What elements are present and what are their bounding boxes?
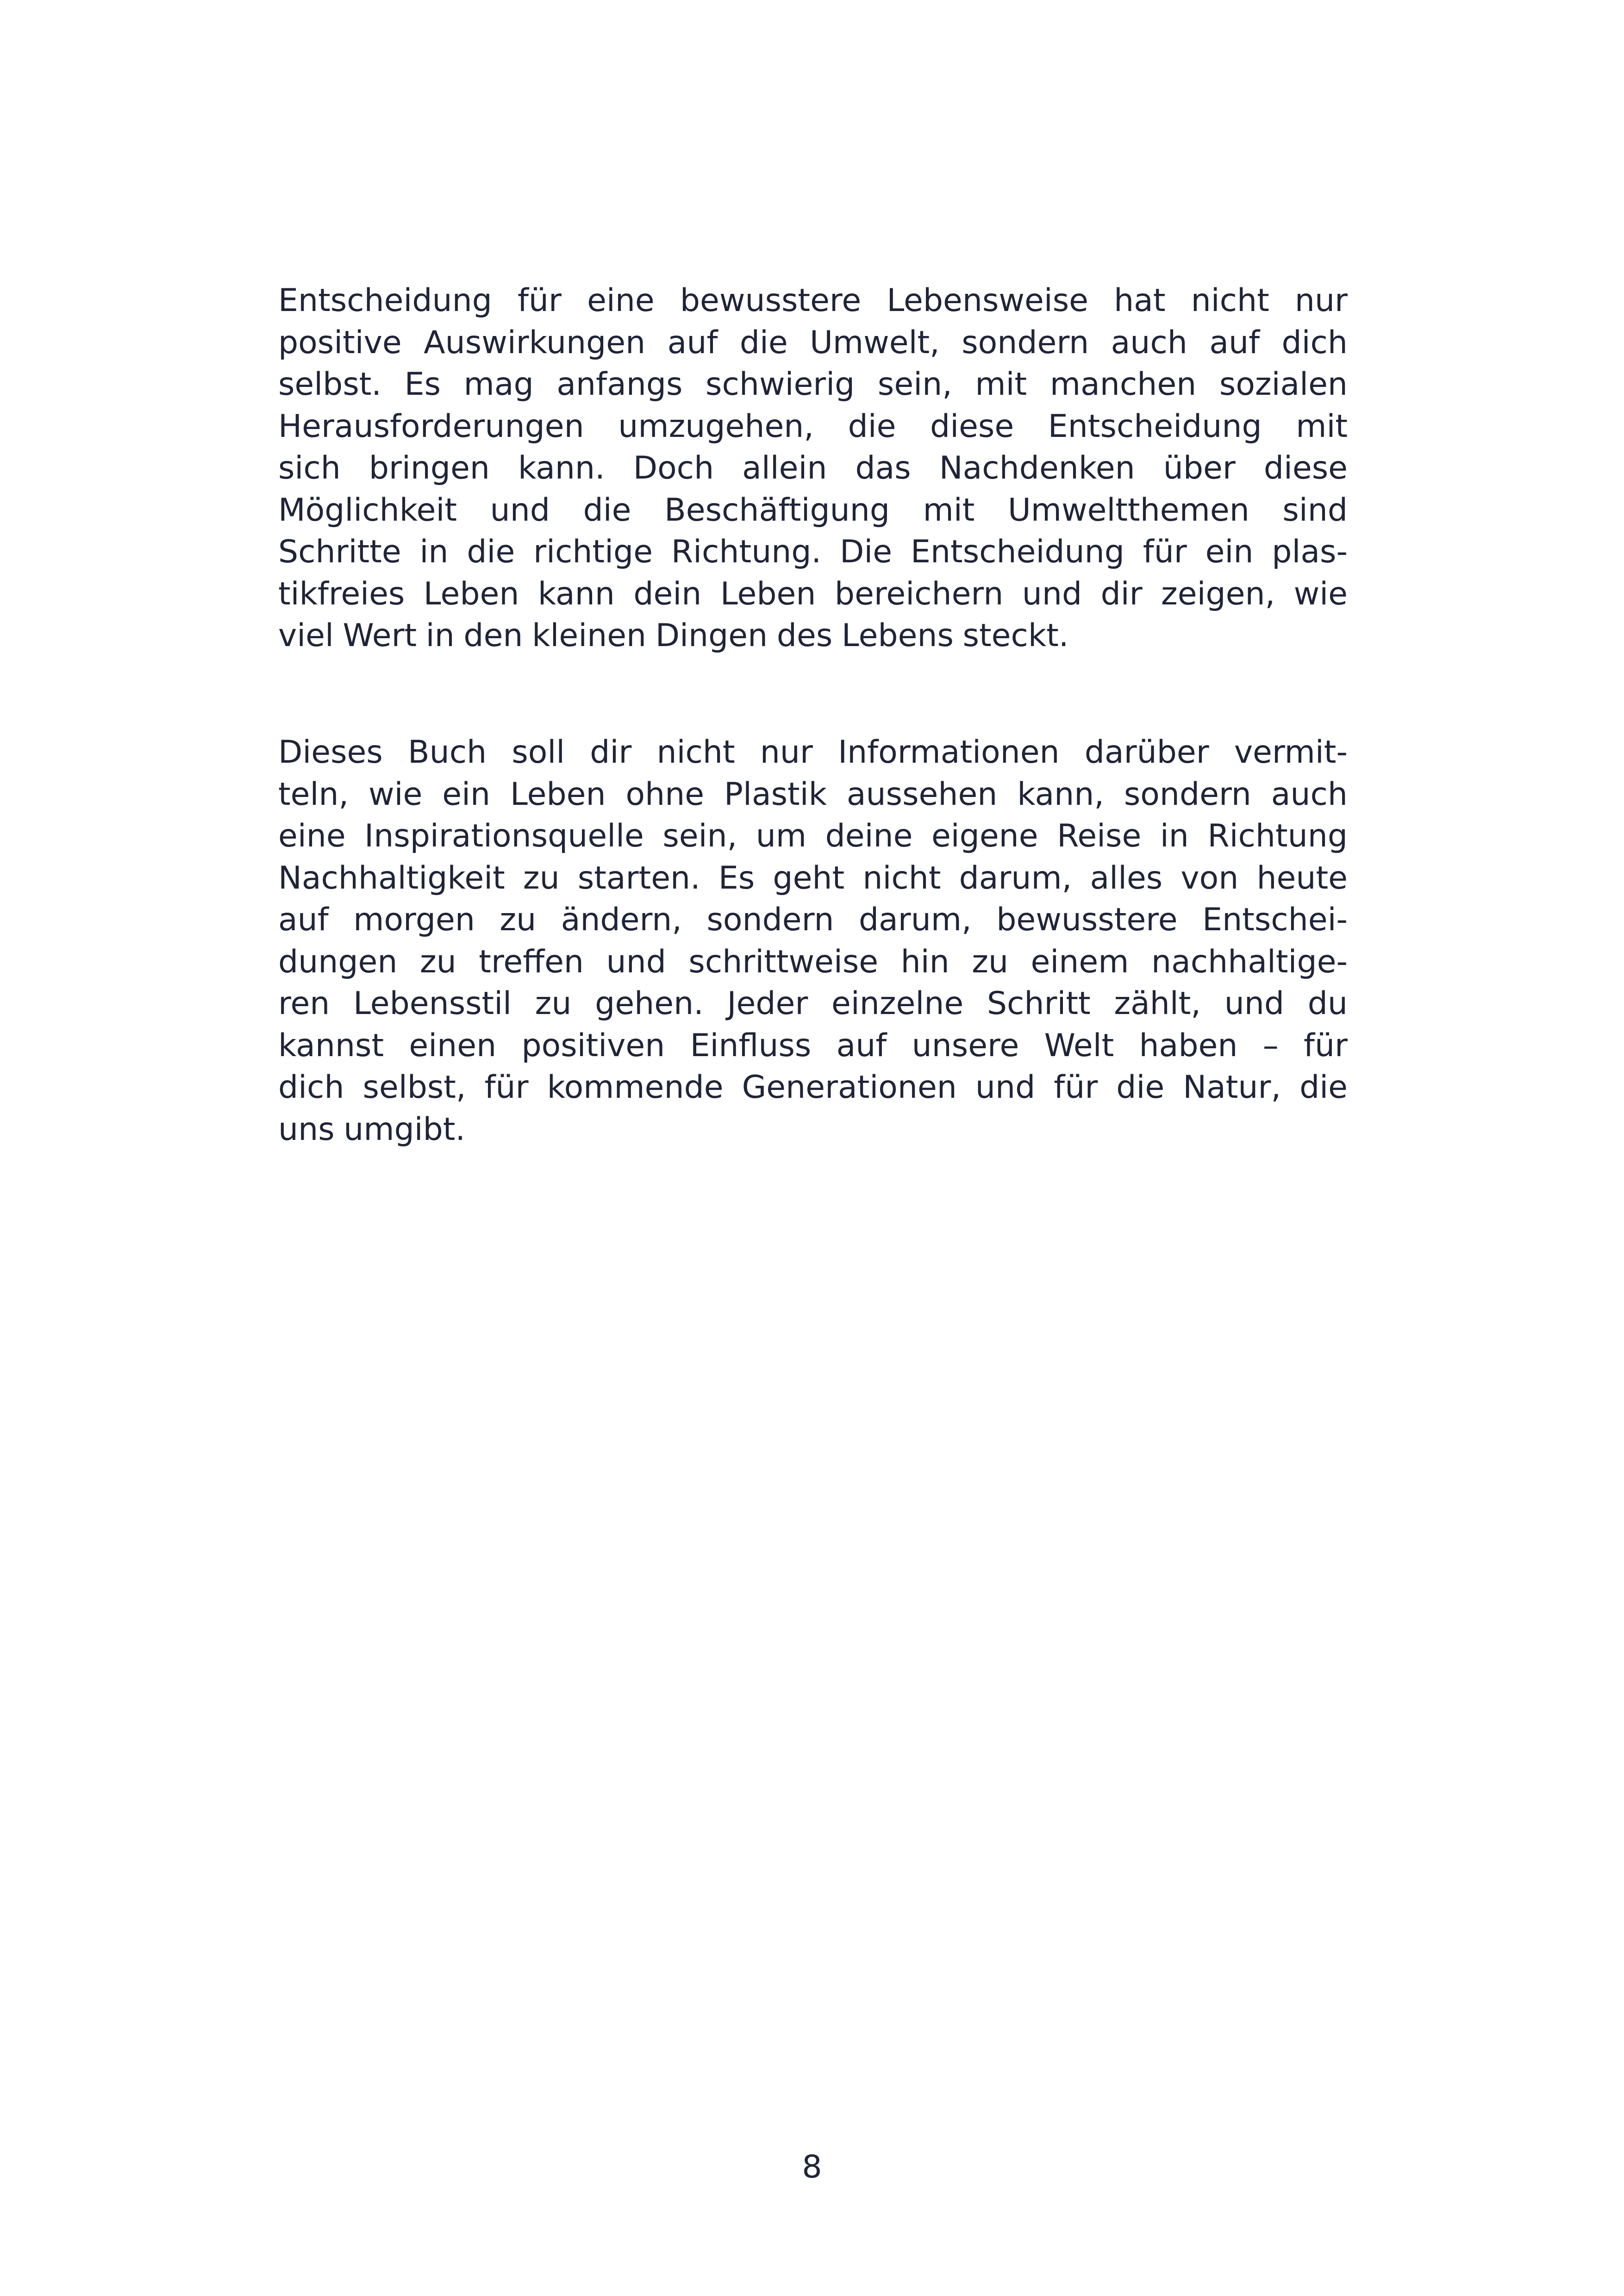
- text-line: ren Lebensstil zu gehen. Jeder einzelne Schritt zählt, und du: [278, 985, 1348, 1022]
- text-line: selbst. Es mag anfangs schwierig sein, mit manchen sozialen: [278, 366, 1348, 403]
- text-line: uns umgibt.: [278, 1111, 466, 1148]
- text-line: viel Wert in den kleinen Dingen des Lebens steckt.: [278, 617, 1069, 654]
- text-line: Entscheidung für eine bewusstere Lebensweise hat nicht nur: [278, 282, 1348, 319]
- text-line: Dieses Buch soll dir nicht nur Informationen darüber vermit-: [278, 734, 1348, 771]
- text-line: auf morgen zu ändern, sondern darum, bewusstere Entschei-: [278, 902, 1348, 938]
- page-number: 8: [802, 2149, 822, 2185]
- text-line: dungen zu treffen und schrittweise hin zu einem nachhaltige-: [278, 943, 1348, 980]
- text-line: teln, wie ein Leben ohne Plastik aussehen kann, sondern auch: [278, 776, 1348, 813]
- text-line: dich selbst, für kommende Generationen und für die Natur, die: [278, 1069, 1348, 1106]
- text-line: tikfreies Leben kann dein Leben bereichern und dir zeigen, wie: [278, 575, 1348, 612]
- text-line: sich bringen kann. Doch allein das Nachdenken über diese: [278, 450, 1348, 486]
- text-line: Herausforderungen umzugehen, die diese Entscheidung mit: [278, 408, 1348, 445]
- text-line: kannst einen positiven Einfluss auf unsere Welt haben – für: [278, 1027, 1348, 1064]
- paragraph-2: [278, 732, 1348, 1151]
- paragraph-1: [278, 280, 1348, 657]
- text-line: positive Auswirkungen auf die Umwelt, sondern auch auf dich: [278, 324, 1348, 361]
- text-line: Nachhaltigkeit zu starten. Es geht nicht darum, alles von heute: [278, 859, 1348, 896]
- text-line: Schritte in die richtige Richtung. Die Entscheidung für ein plas-: [278, 534, 1348, 570]
- text-line: Möglichkeit und die Beschäftigung mit Umweltthemen sind: [278, 492, 1348, 529]
- text-line: eine Inspirationsquelle sein, um deine eigene Reise in Richtung: [278, 818, 1348, 854]
